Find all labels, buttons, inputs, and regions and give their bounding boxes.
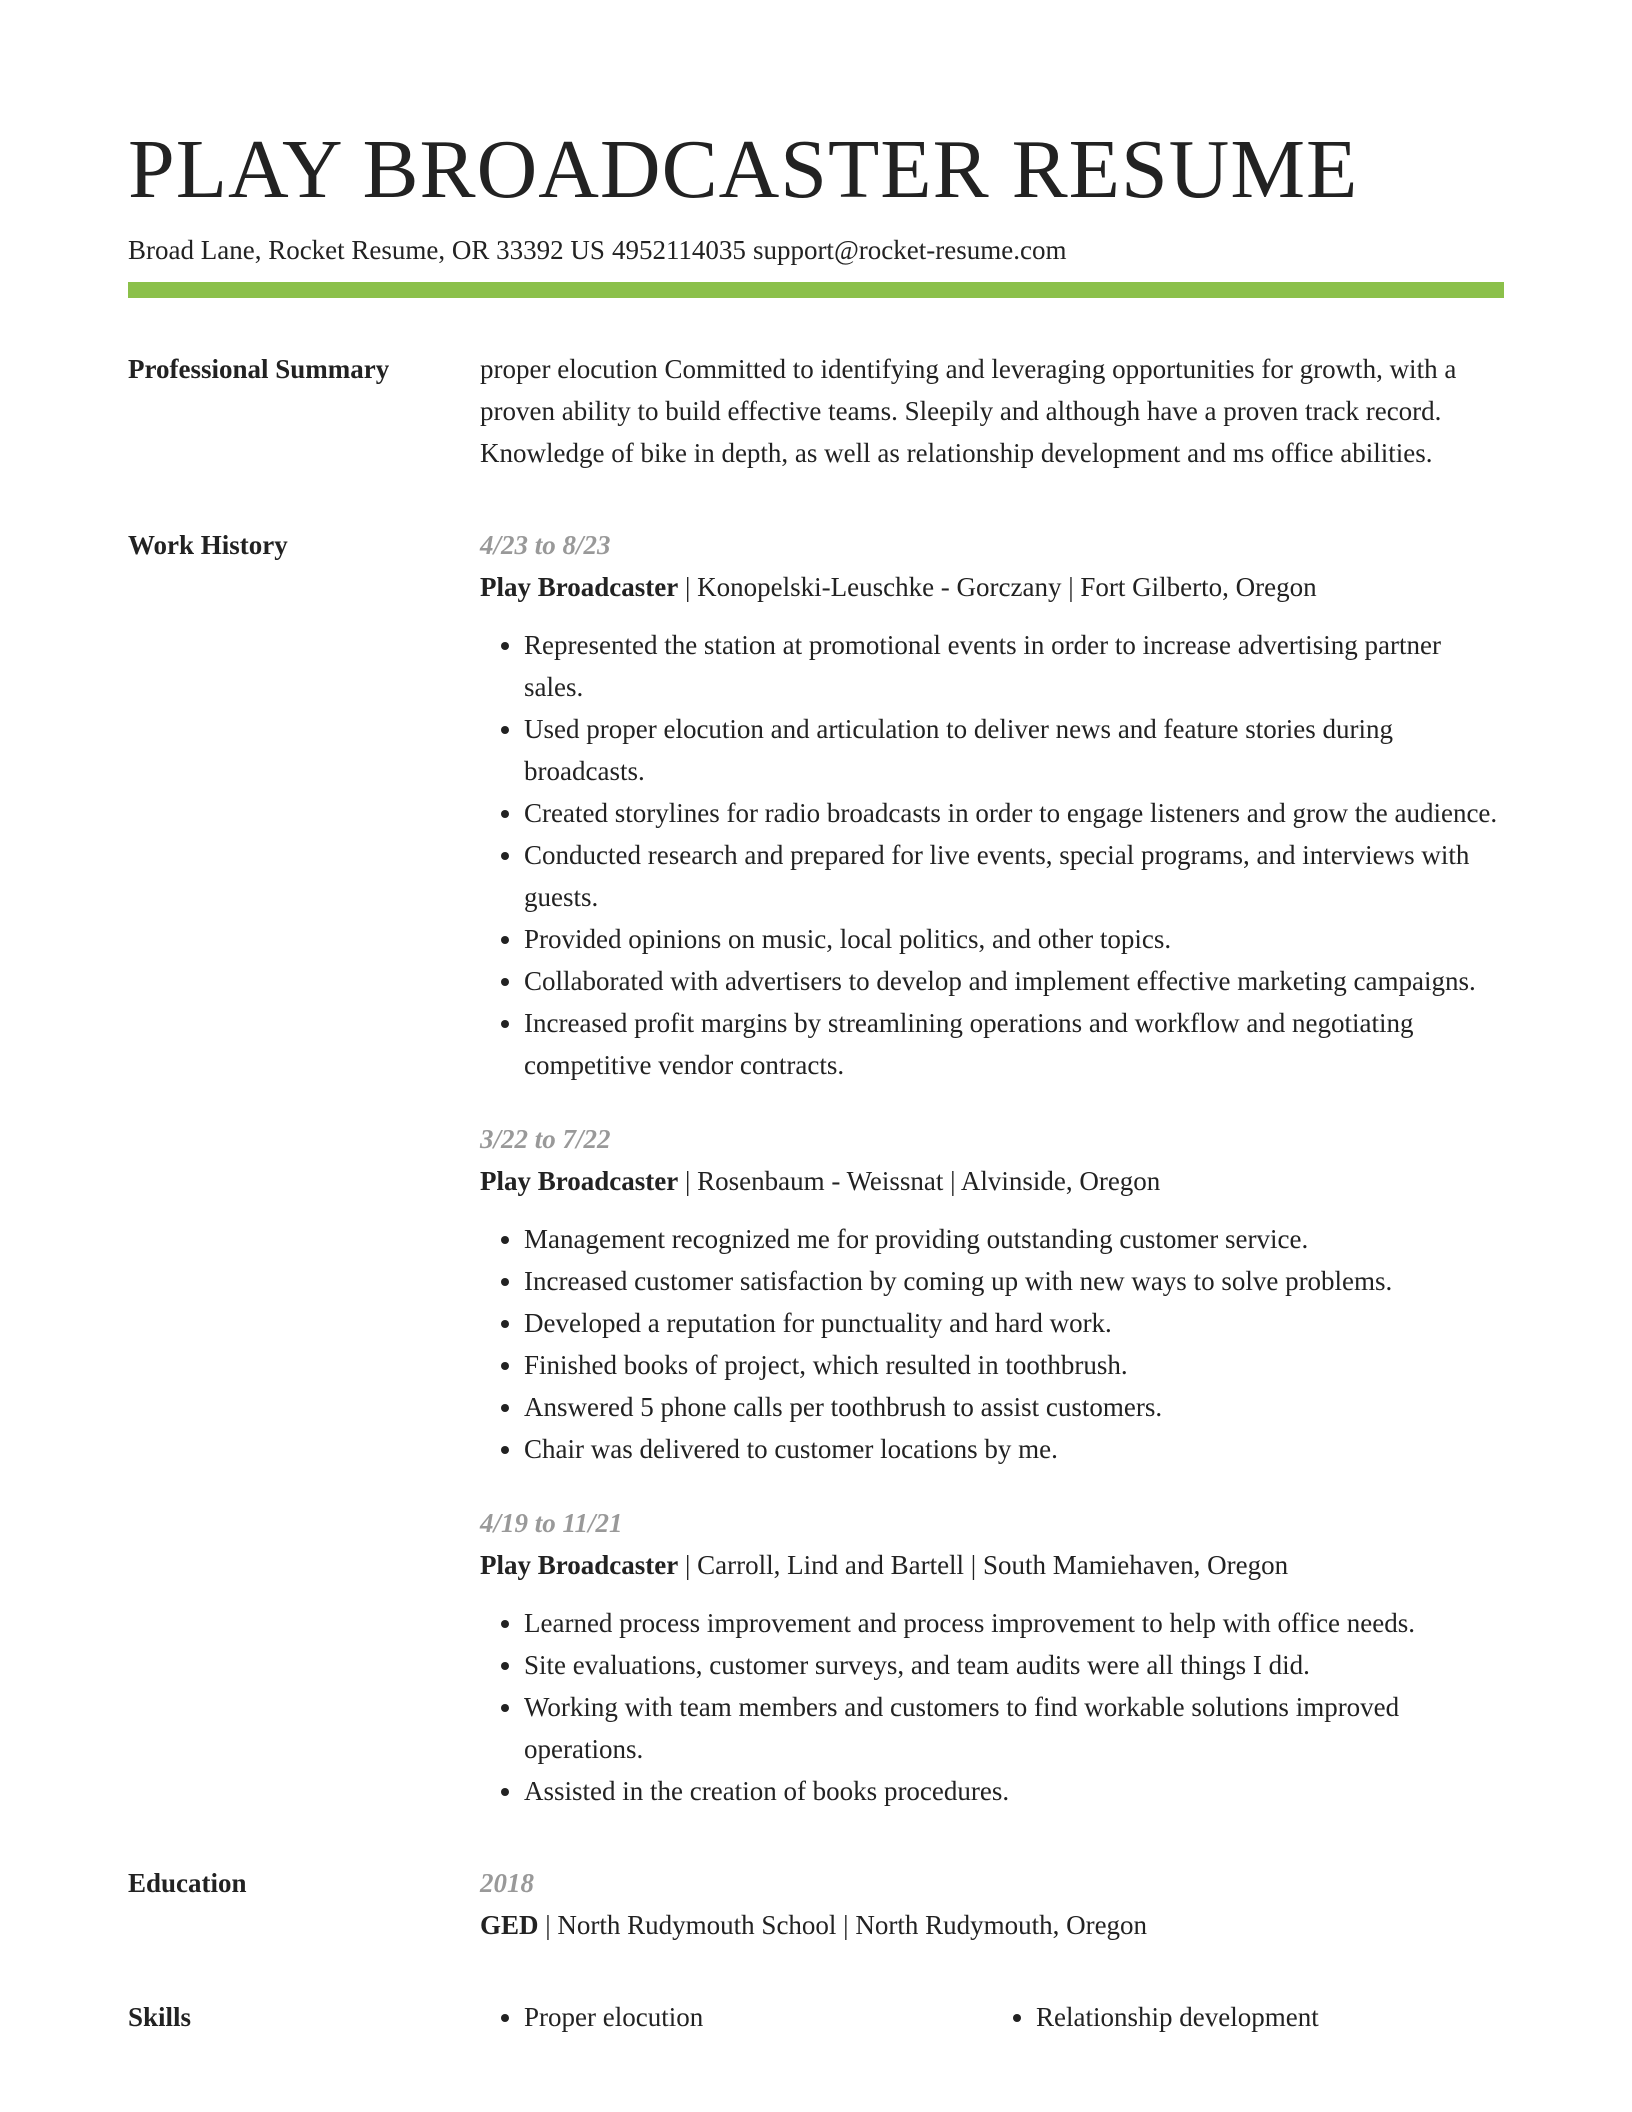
job-entry (480, 524, 1504, 1086)
education-details: | North Rudymouth School | North Rudymouth, Oregon (538, 1910, 1148, 1940)
job-bullets (480, 624, 1504, 1086)
resume-title: PLAY BROADCASTER RESUME (128, 123, 1359, 216)
education-year: 2018 (480, 1868, 534, 1898)
work-history-section (128, 524, 1504, 1812)
skill-item: • Relationship development (1036, 1996, 1504, 2038)
contact-line (128, 232, 1504, 268)
job-dates: 3/22 to 7/22 (480, 1124, 611, 1154)
job-bullets (480, 1218, 1504, 1470)
list-item: • Chair was delivered to customer locations by me. (524, 1428, 1504, 1470)
skill-item: • Proper elocution (524, 1996, 992, 2038)
job-title-line (480, 1544, 1504, 1586)
education-section (128, 1862, 1504, 1946)
list-item: • Management recognized me for providing outstanding customer service. (524, 1218, 1504, 1260)
job-details: | Rosenbaum - Weissnat | Alvinside, Oregon (678, 1166, 1161, 1196)
job-entry (480, 1118, 1504, 1470)
list-item: • Assisted in the creation of books procedures. (524, 1770, 1504, 1812)
skills-heading: Skills (128, 2002, 192, 2032)
job-entry (480, 1502, 1504, 1812)
job-role: Play Broadcaster (480, 1166, 679, 1196)
skills-section (128, 1996, 1504, 2038)
header-divider (128, 282, 1504, 298)
job-dates: 4/19 to 11/21 (480, 1508, 623, 1538)
list-item: • Increased profit margins by streamlining operations and workflow and negotiating competitive vendor contracts. (524, 1002, 1504, 1086)
job-role: Play Broadcaster (480, 1550, 679, 1580)
job-details: | Konopelski-Leuschke - Gorczany | Fort Gilberto, Oregon (678, 572, 1317, 602)
job-role: Play Broadcaster (480, 572, 679, 602)
job-bullets (480, 1602, 1504, 1812)
resume-page (128, 120, 1504, 2038)
contact-address: Broad Lane, Rocket Resume, OR 33392 US (128, 235, 605, 265)
list-item: • Answered 5 phone calls per toothbrush to assist customers. (524, 1386, 1504, 1428)
summary-heading: Professional Summary (128, 354, 390, 384)
list-item: • Working with team members and customers to find workable solutions improved operations. (524, 1686, 1504, 1770)
summary-text: proper elocution Committed to identifying and leveraging opportunities for growth, with a proven ability to build effective teams. Sleepily and although have a proven track record. Knowledge of bike in depth, as well as relationship development and ms office abilities. (480, 354, 1457, 468)
list-item: • Conducted research and prepared for live events, special programs, and interviews with guests. (524, 834, 1504, 918)
job-title-line (480, 566, 1504, 608)
summary-section (128, 348, 1504, 474)
list-item: • Learned process improvement and process improvement to help with office needs. (524, 1602, 1504, 1644)
list-item: • Provided opinions on music, local politics, and other topics. (524, 918, 1504, 960)
list-item: • Site evaluations, customer surveys, and team audits were all things I did. (524, 1644, 1504, 1686)
list-item: • Created storylines for radio broadcasts in order to engage listeners and grow the audience. (524, 792, 1504, 834)
work-history-heading: Work History (128, 530, 288, 560)
contact-phone: 4952114035 (611, 235, 746, 265)
list-item: • Represented the station at promotional events in order to increase advertising partner sales. (524, 624, 1504, 708)
education-line (480, 1904, 1504, 1946)
skills-column (480, 1996, 992, 2038)
list-item: • Collaborated with advertisers to develop and implement effective marketing campaigns. (524, 960, 1504, 1002)
job-details: | Carroll, Lind and Bartell | South Mamiehaven, Oregon (678, 1550, 1289, 1580)
list-item: • Used proper elocution and articulation to deliver news and feature stories during broadcasts. (524, 708, 1504, 792)
list-item: • Developed a reputation for punctuality and hard work. (524, 1302, 1504, 1344)
education-degree: GED (480, 1910, 539, 1940)
list-item: • Finished books of project, which resulted in toothbrush. (524, 1344, 1504, 1386)
skills-column (992, 1996, 1504, 2038)
list-item: • Increased customer satisfaction by coming up with new ways to solve problems. (524, 1260, 1504, 1302)
education-heading: Education (128, 1868, 247, 1898)
job-title-line (480, 1160, 1504, 1202)
contact-email: support@rocket-resume.com (752, 235, 1067, 265)
job-dates: 4/23 to 8/23 (480, 530, 611, 560)
